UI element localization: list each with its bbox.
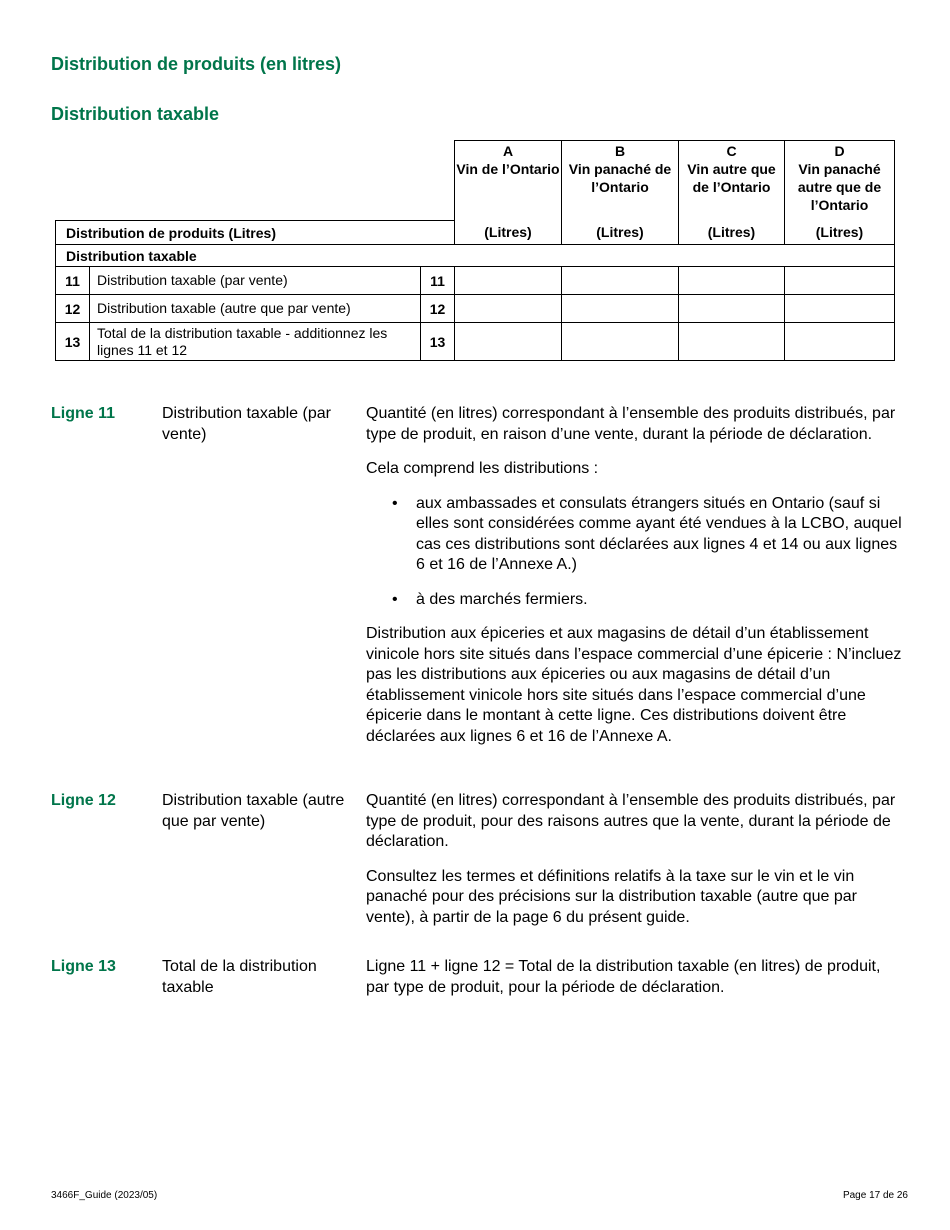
paragraph: Quantité (en litres) correspondant à l’ensemble des produits distribués, par type de produit, en raison d’une vente, durant la période de déclaration. [366,405,896,443]
line-title: Distribution taxable (autre que par vente) [162,792,345,830]
line-body [366,957,906,1012]
bullet-list [366,494,906,611]
input-13-c[interactable] [679,323,785,361]
line-label: Ligne 12 [51,792,116,809]
input-12-c[interactable] [679,295,785,323]
column-header-c: C Vin autre que de l’Ontario [679,141,785,221]
list-item: • aux ambassades et consulats étrangers situés en Ontario (sauf si elles sont considérées comme ayant été vendues à la LCBO, auquel cas ces distributions sont déclarées aux lignes 4 et 14 ou aux lignes 6 et 16 de l’Annexe A.) [392,494,902,573]
line-label: Ligne 13 [51,958,116,975]
subsection-heading: Distribution taxable [51,104,220,124]
paragraph: Consultez les termes et définitions relatifs à la taxe sur le vin et le vin panaché pour des précisions sur la distribution taxable (autre que par vente), à partir de la page 6 du présent guide. [366,867,857,926]
table-row [56,295,895,323]
bullet-icon: • [392,494,398,512]
row-label: Distribution taxable (par vente) [90,267,421,295]
form-id: 3466F_Guide (2023/05) [51,1190,158,1201]
table-blank-corner [56,141,455,221]
line-title: Distribution taxable (par vente) [162,405,331,443]
input-13-d[interactable] [785,323,895,361]
bullet-icon: • [392,590,398,608]
line-body [366,404,906,761]
row-number: 13 [56,323,90,361]
column-header-a: A Vin de l’Ontario [455,141,562,221]
unit-b: (Litres) [562,221,679,245]
page-number: Page 17 de 26 [842,1190,908,1201]
row-number: 11 [56,267,90,295]
paragraph: Quantité (en litres) correspondant à l’ensemble des produits distribués, par type de produit, pour des raisons autres que la vente, durant la période de déclaration. [366,792,896,850]
input-11-c[interactable] [679,267,785,295]
input-13-b[interactable] [562,323,679,361]
table-row [56,267,895,295]
row-number-right: 12 [421,295,455,323]
table-header-label: Distribution de produits (Litres) [56,221,455,245]
paragraph: Cela comprend les distributions : [366,460,599,477]
column-header-d: D Vin panaché autre que de l’Ontario [785,141,895,221]
input-12-a[interactable] [455,295,562,323]
row-label: Distribution taxable (autre que par vente) [90,295,421,323]
unit-a: (Litres) [455,221,562,245]
line-body [366,791,906,942]
table-row [56,323,895,361]
input-11-a[interactable] [455,267,562,295]
input-13-a[interactable] [455,323,562,361]
line-title: Total de la distribution taxable [162,958,317,996]
distribution-table [55,140,895,361]
unit-c: (Litres) [679,221,785,245]
column-header-b: B Vin panaché de l’Ontario [562,141,679,221]
table-subheader: Distribution taxable [56,245,895,267]
input-11-d[interactable] [785,267,895,295]
list-item: • à des marchés fermiers. [366,590,906,611]
input-11-b[interactable] [562,267,679,295]
input-12-d[interactable] [785,295,895,323]
unit-d: (Litres) [785,221,895,245]
input-12-b[interactable] [562,295,679,323]
paragraph: Ligne 11 + ligne 12 = Total de la distribution taxable (en litres) de produit, par type de produit, pour la période de déclaration. [366,958,881,996]
paragraph: Distribution aux épiceries et aux magasins de détail d’un établissement vinicole hors site situés dans l’espace commercial d’une épicerie : N’incluez pas les distributions aux épiceries ou aux magasins de détail d’un établissement vinicole hors site situés dans l’espace commercial d’une épicerie dans le montant à cette ligne. Ces distributions doivent être déclarées aux lignes 6 et 16 de l’Annexe A. [366,625,902,745]
row-number-right: 11 [421,267,455,295]
row-label: Total de la distribution taxable - additionnez les lignes 11 et 12 [90,323,421,361]
section-heading: Distribution de produits (en litres) [51,54,342,74]
line-label: Ligne 11 [51,405,116,422]
row-number: 12 [56,295,90,323]
row-number-right: 13 [421,323,455,361]
